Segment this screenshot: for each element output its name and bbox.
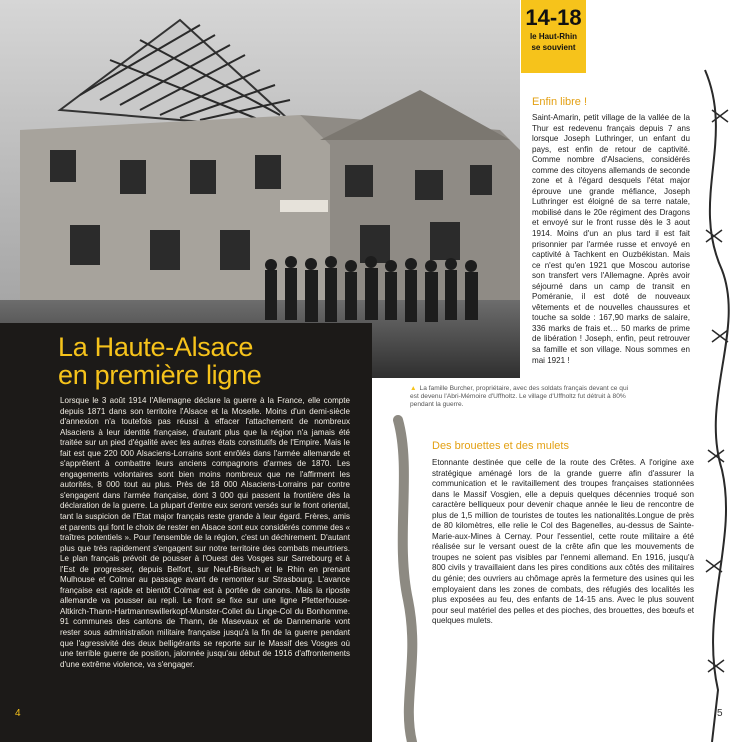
photo-caption [410, 385, 630, 409]
badge-line-2: se souvient [531, 43, 576, 52]
badge-number: 14-18 [525, 5, 582, 30]
section-heading-brouettes: Des brouettes et des mulets [432, 440, 569, 452]
historical-photo [0, 0, 520, 378]
page-number-right: 5 [717, 708, 723, 719]
series-badge [521, 0, 586, 73]
section-heading-enfin-libre: Enfin libre ! [532, 96, 588, 108]
caption-text: La famille Burcher, propriétaire, avec des soldats français devant ce qui est devenu l'Abri-Mémoire d'Uffholtz. Le village d'Uffholtz fut détruit à 80% pendant la guerre. [410, 385, 629, 408]
section-text-brouettes: Etonnante destinée que celle de la route des Crêtes. A l'origine axe stratégique aménagé lors de la grande guerre afin d'assurer la communication et le ravitaillement des troupes françaises stationnées dans le Massif Vosgien, elle a depuis quelques décennies troqué son caractère belliqueux pour devenir chaque année le lieu de rencontre de plus de 1,5 million de touristes de toutes les nationalités.Longue de près de 80 kilomètres, elle relie le Col des Bagenelles, au-dessus de Sainte-Marie-aux-Mines à Cernay. Pour l'essentiel, cette route militaire a été réalisée sur le versant ouest de la crête afin que les mouvements de troupes ne soient pas visibles par l'ennemi allemand. En 1916, jusqu'à 800 civils y travaillaient dans les pires conditions aux côtés des militaires du génie; des ouvriers au chômage après la fermeture des usines qui les employaient dans les zones de combats, des réfugiés des localités les plus exposées au feu, des enfants de 14-15 ans. Avec le plus souvent pour seul matériel des pelles et des pioches, des brouettes, des bœufs et quelques mulets. [432, 458, 694, 626]
caption-triangle-icon: ▲ [410, 385, 417, 392]
page-title [58, 333, 298, 389]
intro-paragraph: Lorsque le 3 août 1914 l'Allemagne déclare la guerre à la France, elle compte depuis 1871 dans son territoire l'Alsace et la Moselle. Moins d'un demi-siècle d'annexion n'a toutefois pas réussi à effacer l'attachement de nombreux Alsaciens à leur identité française, d'autant plus que la région n'a jamais été traitée sur un pied d'égalité avec les autres états constitutifs de l'Empire. Mais le fait est que 220 000 Alsaciens-Lorrains sont enrôlés dans l'armée allemande et s'apprêtent à combattre leurs anciens compagnons d'armes de 1870. Les engagements volontaires sont bien moins nombreux que ne l'affirment les autorités, 8 000 tout au plus. Près de 18 000 Alsaciens-Lorrains par contre s'engagent dans l'armée française, dont 3 000 qui passent la frontière dès la déclaration de la guerre. La plupart d'entre eux seront versés sur le front oriental, tant la suspicion de l'Etat major français reste grande à leur égard. Frères, amis et parents qui font le choix de rester en Alsace sont eux considérés comme des « traîtres potentiels ». Pour l'ensemble de la région, c'est un déchirement. D'autant plus que très rapidement s'engagent sur notre territoire des combats meurtriers. Le plan français prévoit de pousser à l'Ouest des Vosges sur Sarrebourg et à l'Est de progresser, depuis Belfort, sur Neuf-Brisach et le Rhin en prenant Mulhouse et Colmar au passage avant de remonter sur Strasbourg. L'avance française est rapide et bientôt Colmar est à portée de canons. Mais la riposte allemande va pousser au repli. Le front se fixe sur une ligne Pfetterhouse-Altkirch-Thann-Hartmannswillerkopf-Munster-Collet du Linge-Col du Bonhomme. 91 communes des cantons de Thann, de Masevaux et de Dannemarie vont rester sous administration militaire française jusqu'à la fin de la guerre pendant que l'agressivité des deux belligérants se reporte sur le Massif des Vosges où une terrible guerre de position, jalonnée jusqu'au début de 1916 d'affrontements d'une extrême violence, va s'engager. [60, 396, 350, 669]
badge-line-1: le Haut-Rhin [529, 32, 578, 41]
page-title-line-1: La Haute-Alsace [58, 332, 254, 362]
page-title-line-2: en première ligne [58, 360, 262, 390]
section-text-enfin-libre: Saint-Amarin, petit village de la vallée de la Thur est redevenu français depuis 7 ans lorsque Joseph Luthringer, un enfant du pays, est enfin de retour de captivité. Comme nombre d'Alsaciens, considérés comme des citoyens allemands de seconde zone et à l'égard desquels l'état major éprouve une grande méfiance, Joseph Luthringer est éloigné de sa terre natale, mobilisé dans le 20e régiment des Dragons et envoyé sur le front russe dès le 3 aout 1914. Moins d'un an plus tard il est fait prisonnier par l'armée russe et envoyé en captivité à Tachkent en Ouzbékistan. Mais ce n'est qu'en 1921 que Moscou autorise son transfert vers l'Allemagne. Après avoir séjourné dans un camp de transit en Poméranie, il est doté de nouveaux vêtements et de nouvelles chaussures et touche sa solde : 167,90 marks de salaire, 336 marks de frais et… 50 marks de prime de libération ! Joseph, enfin, peut retrouver sa famille et son village. Nous sommes en mai 1921 ! [532, 113, 690, 365]
page-number-left: 4 [15, 708, 21, 719]
